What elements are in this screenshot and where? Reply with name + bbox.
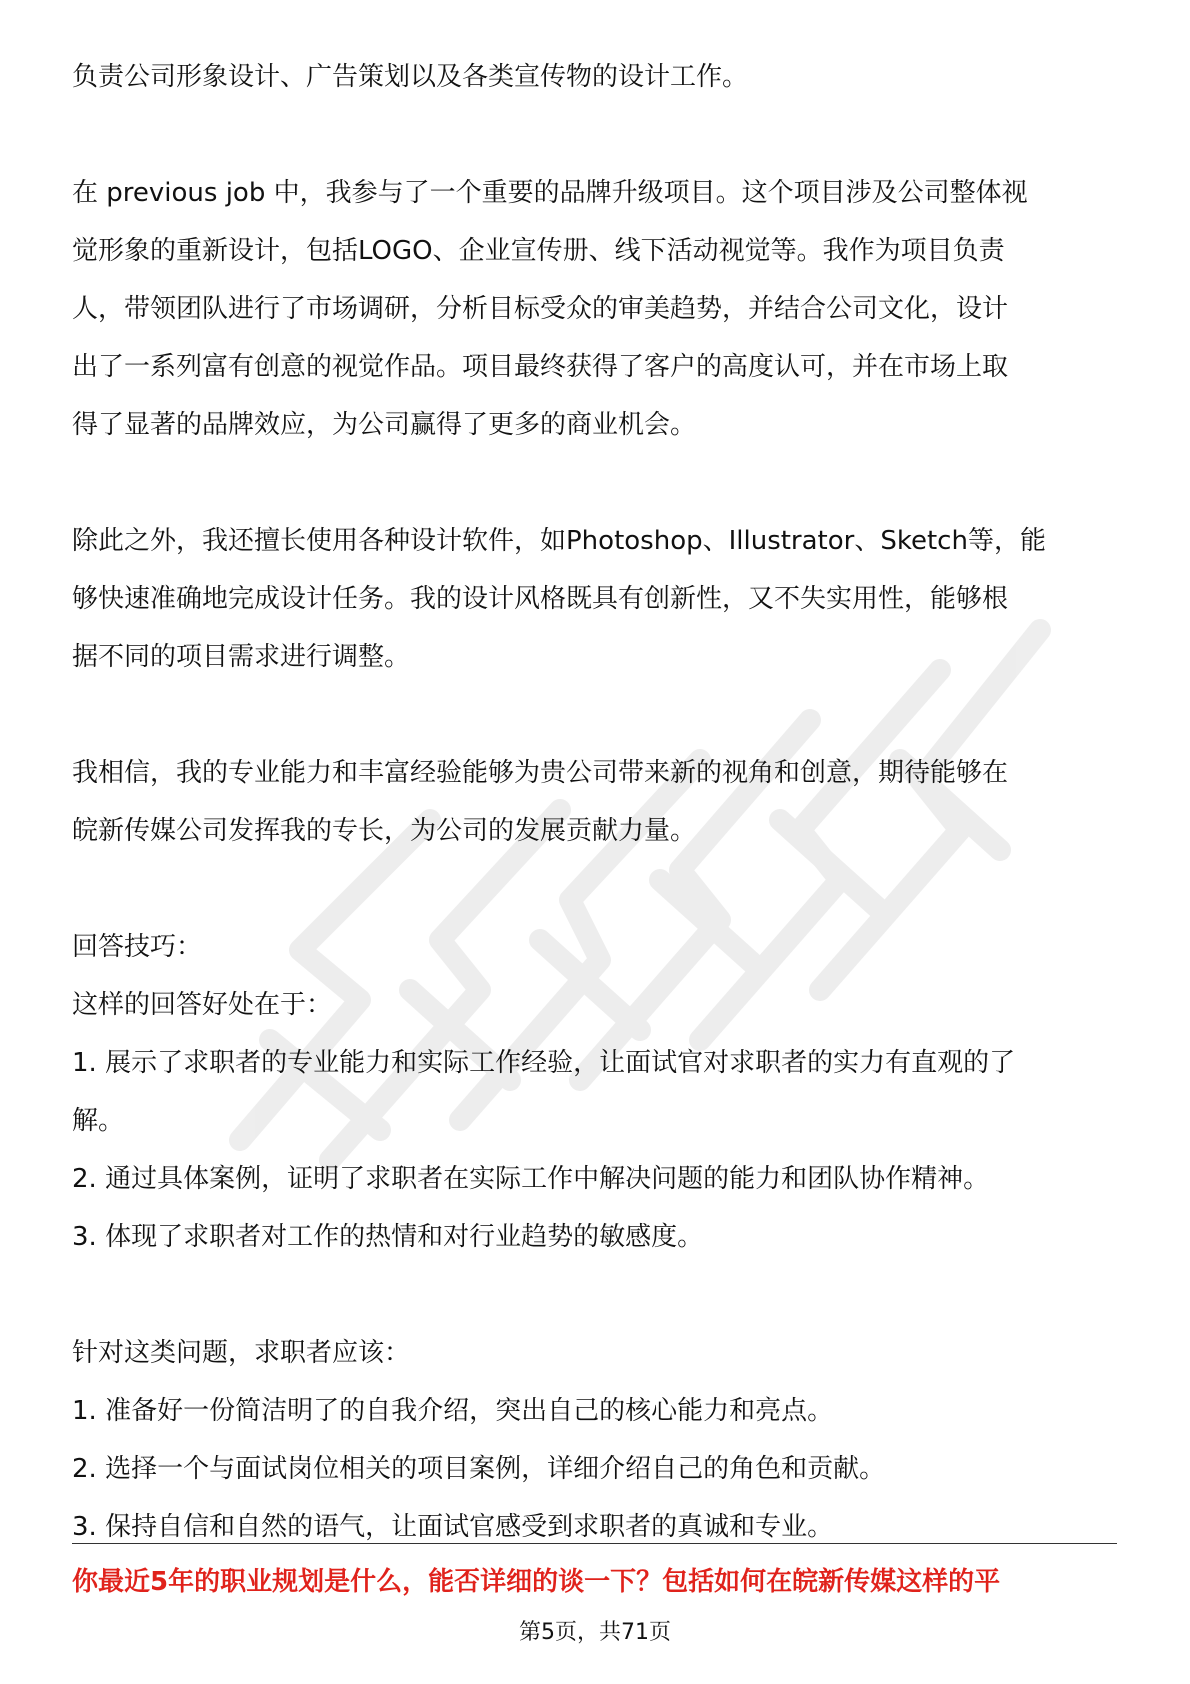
paragraph-intro [72,48,1117,106]
paragraph-gap [72,1266,1117,1324]
text-line: 除此之外，我还擅长使用各种设计软件，如Photoshop、Illustrator、Sketch等，能 [72,526,1046,556]
paragraph-gap [72,686,1117,744]
tips-heading: 回答技巧： [72,932,203,962]
paragraph-project [72,164,1117,454]
text-line: 觉形象的重新设计，包括LOGO、企业宣传册、线下活动视觉等。我作为项目负责 [72,236,1005,266]
paragraph-tips [72,918,1117,1266]
page-footer: 第5页，共71页 [519,1620,671,1645]
list-item: 2. 通过具体案例，证明了求职者在实际工作中解决问题的能力和团队协作精神。 [72,1164,990,1194]
paragraph-gap [72,454,1117,512]
list-item: 3. 体现了求职者对工作的热情和对行业趋势的敏感度。 [72,1222,704,1252]
advice-heading: 针对这类问题，求职者应该： [72,1338,411,1368]
section-divider [72,1543,1117,1544]
text-line: 得了显著的品牌效应，为公司赢得了更多的商业机会。 [72,410,697,440]
paragraph-advice [72,1324,1117,1556]
text-line: 这样的回答好处在于： [72,990,333,1020]
text-line: 皖新传媒公司发挥我的专长，为公司的发展贡献力量。 [72,816,697,846]
text-line: 够快速准确地完成设计任务。我的设计风格既具有创新性，又不失实用性，能够根 [72,584,1009,614]
text-line: 人，带领团队进行了市场调研，分析目标受众的审美趋势，并结合公司文化，设计 [72,294,1009,324]
list-item: 解。 [72,1106,125,1136]
list-item: 3. 保持自信和自然的语气，让面试官感受到求职者的真诚和专业。 [72,1512,834,1542]
text-line: 在 previous job 中，我参与了一个重要的品牌升级项目。这个项目涉及公司整体视 [72,178,1028,208]
text-line: 出了一系列富有创意的视觉作品。项目最终获得了客户的高度认可，并在市场上取 [72,352,1009,382]
list-item: 2. 选择一个与面试岗位相关的项目案例，详细介绍自己的角色和贡献。 [72,1454,886,1484]
paragraph-skills [72,512,1117,686]
paragraph-closing [72,744,1117,860]
text-line: 据不同的项目需求进行调整。 [72,642,411,672]
next-question-heading: 你最近5年的职业规划是什么，能否详细的谈一下？包括如何在皖新传媒这样的平 [72,1567,1001,1597]
text-line: 我相信，我的专业能力和丰富经验能够为贵公司带来新的视角和创意，期待能够在 [72,758,1009,788]
list-item: 1. 展示了求职者的专业能力和实际工作经验，让面试官对求职者的实力有直观的了 [72,1048,1016,1078]
list-item: 1. 准备好一份简洁明了的自我介绍，突出自己的核心能力和亮点。 [72,1396,834,1426]
text-line: 负责公司形象设计、广告策划以及各类宣传物的设计工作。 [72,62,749,92]
document-body [72,48,1117,1556]
paragraph-gap [72,860,1117,918]
paragraph-gap [72,106,1117,164]
